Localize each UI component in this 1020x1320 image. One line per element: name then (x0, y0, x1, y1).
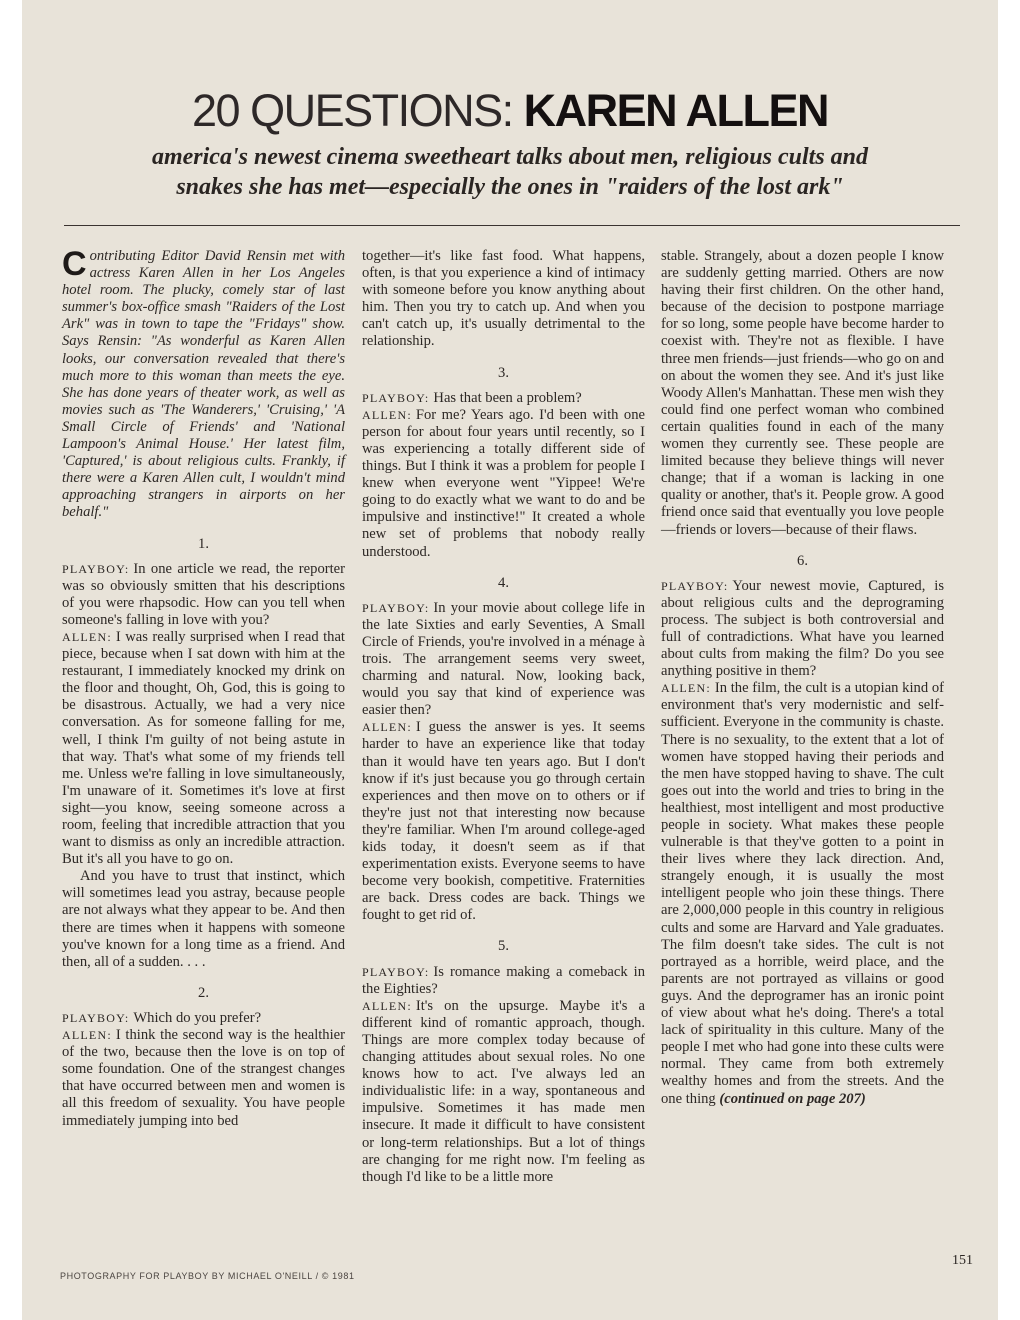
question-number: 6. (797, 552, 808, 569)
speaker-label: PLAYBOY: (62, 561, 130, 576)
title-name: KAREN ALLEN (523, 85, 828, 136)
question (62, 561, 345, 629)
article-subtitle (62, 142, 958, 202)
photo-credit: PHOTOGRAPHY FOR PLAYBOY BY MICHAEL O'NEILL / © 1981 (60, 1271, 355, 1281)
question-number: 3. (498, 364, 509, 381)
answer-continued: together—it's like fast food. What happens, often, is that you experience a kind of intimacy with someone before you know anything about him. Then you try to catch up. And when you can't catch up, it's usually detrimental to the relationship. (362, 248, 645, 350)
answer-text: I think the second way is the healthier of the two, because then the love is on top of some foundation. One of the strangest changes that have occurred between men and women is all this freedom of sexuality. You have people immediately jumping into bed (62, 1027, 345, 1129)
question-text: Which do you prefer? (133, 1009, 262, 1026)
answer-text: It's on the upsurge. Maybe it's a different kind of romantic approach, though. Things are more complex today because of changing attitudes about sexual roles. No one knows how to act. I've always led an individualistic life: in a way, spontaneous and impulsive. Sometimes it has made men insecure. It made it difficult to have consistent or long-term relationships. But a lot of things are changing for me right now. I'm feeling as though I'd like to be a little more (362, 997, 645, 1185)
answer (362, 407, 645, 561)
speaker-label: ALLEN: (362, 407, 412, 422)
speaker-label: PLAYBOY: (62, 1010, 130, 1025)
speaker-label: PLAYBOY: (661, 578, 729, 593)
speaker-label: PLAYBOY: (362, 964, 430, 979)
text-column-2 (362, 248, 645, 1186)
question-text: Your newest movie, Captured, is about religious cults and the deprograming process. The subject is both controversial and full of contradictions. What have you learned about cults from making the film? Do you see anything positive in them? (661, 577, 944, 680)
title-rule (64, 225, 960, 226)
question (661, 578, 944, 681)
subtitle-line: snakes she has met—especially the ones in "raiders of the lost ark" (176, 174, 844, 200)
question (362, 964, 645, 998)
intro-paragraph (62, 245, 345, 522)
question (62, 1010, 345, 1027)
answer-text: I guess the answer is yes. It seems harder to have an experience like that today than it would have ten years ago. But I don't know if it's just because you go through certain experiences and then move on to others or if they're just not that interesting now because they're familiar. When I'm around college-aged kids today, it doesn't seem as if that experimentation exists. Everyone seems to have become very bookish, competitive. Fraternities are back. Dress codes are back. Things we fought to get rid of. (362, 719, 645, 924)
page-number: 151 (952, 1253, 973, 1268)
answer (362, 998, 645, 1186)
title-prefix: 20 QUESTIONS: (192, 85, 524, 136)
answer (62, 629, 345, 868)
text-column-3 (661, 248, 944, 1108)
subtitle-line: america's newest cinema sweetheart talks about men, religious cults and (151, 144, 869, 170)
speaker-label: ALLEN: (62, 1028, 112, 1043)
answer-text: In the film, the cult is a utopian kind of environment that's very modernistic and self-sufficient. Everyone in the community is chaste. There is no sexuality, to the extent that a lot of women have stopped having their periods and the men have stopped having to shave. The cult goes out into the world and tries to bring in the healthiest, most intelligent and most productive people in society. What makes these people vulnerable is that they've gotten to a point in their lives where they lack direction. And, strangely enough, it is usually the most intelligent people who join these things. There are 2,000,000 people in this country in religious cults and some are Harvard and Yale graduates. The film doesn't take sides. The cult is not portrayed as a horrible, weird place, and the parents are not portrayed as villains or good guys. And the deprogramer has an ironic point of view about what he's doing. There's a total lack of spirituality in this culture. Many of the people I met who had gone into these cults were normal. They came from both extremely wealthy homes and from the streets. And the one thing (661, 680, 944, 1107)
question-number: 2. (198, 984, 209, 1001)
question (362, 390, 645, 407)
text-column-1 (62, 245, 345, 1130)
speaker-label: ALLEN: (661, 681, 711, 696)
question-text: In your movie about college life in the late Sixties and early Seventies, A Small Circle of Friends, you're involved in a ménage à trois. The arrangement seems very sweet, charming and natural. Now, looking back, would you say that kind of experience was easier then? (362, 599, 645, 719)
question (362, 600, 645, 720)
speaker-label: ALLEN: (362, 998, 412, 1013)
speaker-label: PLAYBOY: (362, 600, 430, 615)
continued-note: (continued on page 207) (719, 1090, 866, 1107)
article-title (22, 84, 998, 138)
question-text: In one article we read, the reporter was so obviously smitten that his descriptions of you were rhapsodic. How can you tell when someone's falling in love with you? (62, 560, 345, 628)
speaker-label: ALLEN: (362, 720, 412, 735)
answer (661, 680, 944, 1107)
answer-text: For me? Years ago. I'd been with one person for about four years until recently, so I was experiencing a totally different side of things. But I think it was a problem for people I knew when everyone went "Yippee! We're going to do exactly what we want to do and be impulsive and instinctive!" It created a whole new set of problems that nobody really understood. (362, 406, 645, 560)
magazine-page (22, 0, 998, 1320)
answer-paragraph: And you have to trust that instinct, which will sometimes lead you astray, because people are not always what they appear to be. And then there are times when it happens with someone you've known for a long time as a friend. And then, all of a sudden. . . . (62, 868, 345, 970)
question-text: Has that been a problem? (433, 389, 582, 406)
question-number: 5. (498, 938, 509, 955)
answer (62, 1027, 345, 1130)
speaker-label: ALLEN: (62, 629, 112, 644)
speaker-label: PLAYBOY: (362, 390, 430, 405)
question-number: 1. (198, 535, 209, 552)
question-text: Is romance making a comeback in the Eighties? (362, 963, 645, 997)
answer (362, 719, 645, 924)
drop-cap: C (62, 245, 87, 283)
answer-text: I was really surprised when I read that piece, because when I sat down with him at the restaurant, I immediately knocked my drink on the floor and thought, Oh, God, this is going to be disastrous. Actually, we had a very nice conversation. As for someone falling for me, well, I think I'm guilty of not being astute in that way. That's what some of my friends tell me. Unless we're falling in love simultaneously, I'm unaware of it. Sometimes it's love at first sight—you know, seeing someone across a room, feeling that incredible attraction that you want to dismiss as only an incredible attraction. But it's all you have to go on. (62, 628, 345, 868)
intro-text: ontributing Editor David Rensin met with actress Karen Allen in her Los Angeles hotel room. The plucky, comely star of last summer's box-office smash "Raiders of the Lost Ark" was in town to tape the "Fridays" show. Says Rensin: "As wonderful as Karen Allen looks, our conversation revealed that there's much more to this woman than meets the eye. She has done years of theater work, as well as movies such as 'The Wanderers,' 'Cruising,' 'A Small Circle of Friends' and 'National Lampoon's Animal House.' Her latest film, 'Captured,' is about religious cults. Frankly, if there were a Karen Allen cult, I wouldn't mind approaching strangers in airports on her behalf." (62, 248, 345, 521)
question-number: 4. (498, 574, 509, 591)
answer-continued: stable. Strangely, about a dozen people I know are suddenly getting married. Others are now having their first children. On the other hand, because of the decision to postpone marriage for so long, some people have become harder to coexist with. They're not as flexible. I have three men friends—just friends—who go on and on about the women they see. And it's just like Woody Allen's Manhattan. These men wish they could find one perfect woman who combined certain qualities found in each of the many women they currently see. These people are limited because they believe things will never change; that if a woman is lacking in one quality or another, that's it. People grow. A good friend once said that eventually you love people—friends or lovers—because of their flaws. (661, 248, 944, 538)
